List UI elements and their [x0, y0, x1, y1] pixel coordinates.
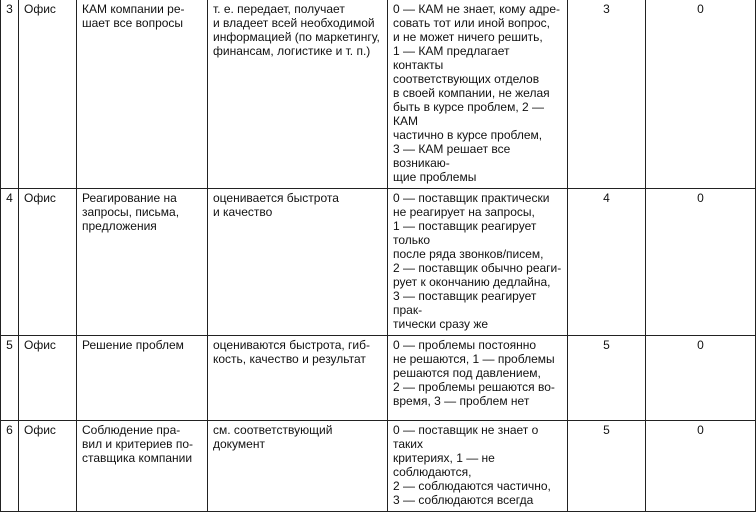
criterion-cell: Реагирование на запросы, письма, предложения — [77, 189, 208, 336]
row-number: 6 — [1, 421, 19, 512]
scale-cell: 0 — проблемы постоянно не решаются, 1 — проблемы решаются под давлением, 2 — проблемы решаются во- время, 3 — проблем нет — [388, 336, 568, 421]
row-number: 5 — [1, 336, 19, 421]
row-number: 3 — [1, 0, 19, 189]
description-cell: т. е. передает, получает и владеет всей необходимой информацией (по маркетингу, финансам, логистике и т. п.) — [208, 0, 388, 189]
table-row — [1, 189, 756, 336]
scale-cell: 0 — КАМ не знает, кому адре- совать тот или иной вопрос, и не может ничего решить, 1 — КАМ предлагает контакты соответствующих отделов в своей компании, не желая быть в курсе проблем, 2 — КАМ частично в курсе проблем, 3 — КАМ решает все возникаю- щие проблемы — [388, 0, 568, 189]
score-cell: 0 — [646, 0, 756, 189]
table-row — [1, 0, 756, 189]
score-cell: 0 — [646, 336, 756, 421]
description-cell: оценивается быстрота и качество — [208, 189, 388, 336]
score-cell: 4 — [568, 189, 646, 336]
description-cell: оцениваются быстрота, гиб- кость, качество и результат — [208, 336, 388, 421]
place-cell: Офис — [19, 421, 77, 512]
criterion-cell: КАМ компании ре- шает все вопросы — [77, 0, 208, 189]
place-cell: Офис — [19, 189, 77, 336]
score-cell: 0 — [646, 189, 756, 336]
criterion-cell: Соблюдение пра- вил и критериев по- ставщика компании — [77, 421, 208, 512]
place-cell: Офис — [19, 336, 77, 421]
score-cell: 5 — [568, 421, 646, 512]
description-cell: см. соответствующий документ — [208, 421, 388, 512]
scale-cell: 0 — поставщик не знает о таких критериях, 1 — не соблюдаются, 2 — соблюдаются частично, 3 — соблюдаются всегда — [388, 421, 568, 512]
criterion-cell: Решение проблем — [77, 336, 208, 421]
table-row — [1, 336, 756, 421]
table-row — [1, 421, 756, 512]
score-cell: 3 — [568, 0, 646, 189]
row-number: 4 — [1, 189, 19, 336]
score-cell: 0 — [646, 421, 756, 512]
score-cell: 5 — [568, 336, 646, 421]
place-cell: Офис — [19, 0, 77, 189]
scale-cell: 0 — поставщик практически не реагирует на запросы, 1 — поставщик реагирует только после ряда звонков/писем, 2 — поставщик обычно реаги- рует к окончанию дедлайна, 3 — поставщик реагирует прак- тически сразу же — [388, 189, 568, 336]
